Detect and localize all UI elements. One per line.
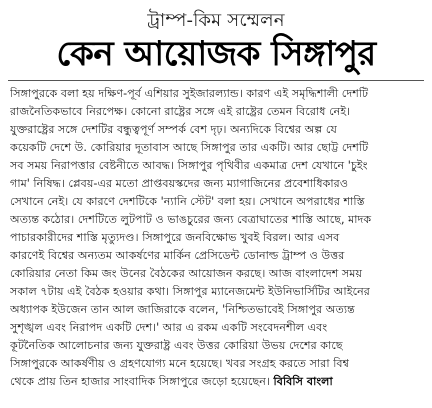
body-line: অধ্যাপক ইউজেন তান আল জাজিরাকে বলেন, 'নিশ্চিতভাবেই সিঙ্গাপুর অত্যন্ত: [10, 303, 355, 316]
body-line: কারণেই বিশ্বের অন্যতম আকর্ষণের মার্কিন প্রেসিডেন্ট ডোনাল্ড ট্রাম্প ও উত্তর: [10, 249, 345, 262]
article-source: বিবিসি বাংলা: [273, 375, 333, 388]
body-last-text: থেকে প্রায় তিন হাজার সাংবাদিক সিঙ্গাপুরে জড়ো হয়েছেন।: [10, 375, 270, 388]
article-kicker: ট্রাম্প-কিম সম্মেলন: [147, 10, 285, 31]
body-line: সেখানে নেই। যে কারণে দেশটিকে 'ন্যানি স্টেট' বলা হয়। সেখানে অপরাধের শাস্তি: [10, 195, 365, 208]
body-line: রাজনৈতিকভাবে নিরপেক্ষ। কোনো রাষ্ট্রের সঙ্গে এই রাষ্ট্রের তেমন বিরোধ নেই।: [10, 105, 351, 118]
body-line: সকাল ৭টায় এই বৈঠক হওয়ার কথা। সিঙ্গাপুর ম্যানেজমেন্ট ইউনিভার্সিটির আইনের: [10, 285, 370, 298]
body-line: কয়েকটি দেশে উ. কোরিয়ার দূতাবাস আছে সিঙ্গাপুর তার একটি। আর ছোট্ট দেশটি: [10, 141, 369, 154]
article-headline: কেন আয়োজক সিঙ্গাপুর: [56, 34, 376, 74]
body-line: কোরিয়ার নেতা কিম জং উনের বৈঠকের আয়োজন করছে। আজ বাংলাদেশ সময়: [10, 267, 363, 280]
body-line: সিঙ্গাপুরকে বলা হয় দক্ষিণ-পূর্ব এশিয়ার সুইজারল্যান্ড। কারণ এই সমৃদ্ধিশালী দেশটি: [10, 87, 369, 100]
body-line: কূটনৈতিক আলোচনার জন্য যুক্তরাষ্ট্র এবং উত্তর কোরিয়া উভয় দেশের কাছে: [10, 339, 343, 352]
body-line: যুক্তরাষ্ট্রের সঙ্গে দেশটির বন্ধুত্বপূর্ণ সম্পর্ক বেশ দৃঢ়। অন্যদিকে বিশ্বের অল্প যে: [10, 123, 337, 136]
body-line: সুশৃঙ্খল এবং নিরাপদ একটি দেশ।' আর এ রকম একটি সংবেদনশীল এবং: [10, 321, 328, 334]
headline-divider: [8, 80, 424, 81]
body-line-last: [10, 373, 422, 391]
body-line: গাম' নিষিদ্ধ। প্লেবয়-এর মতো প্রাপ্তবয়স্কদের জন্য ম্যাগাজিনের প্রবেশাধিকারও: [10, 177, 349, 190]
body-line: সব সময় নিরাপত্তার বেষ্টনীতে আবদ্ধ। সিঙ্গাপুর পৃথিবীর একমাত্র দেশ যেখানে 'চুইং: [10, 159, 368, 172]
body-line: সিঙ্গাপুরকে আকর্ষণীয় ও গ্রহণযোগ্য মনে হয়েছে। খবর সংগ্রহ করতে সারা বিশ্ব: [10, 357, 350, 370]
body-line: অত্যন্ত কঠোর। দেশটিতে লুটপাট ও ভাঙচুরের জন্য বেত্রাঘাতের শাস্তি আছে, মাদক: [10, 213, 372, 226]
body-line: পাচারকারীদের শাস্তি মৃত্যুদণ্ড। সিঙ্গাপুরে জনবিক্ষোভ খুবই বিরল। আর এসব: [10, 231, 340, 244]
article-body: [6, 85, 426, 391]
news-clipping: [6, 4, 426, 404]
